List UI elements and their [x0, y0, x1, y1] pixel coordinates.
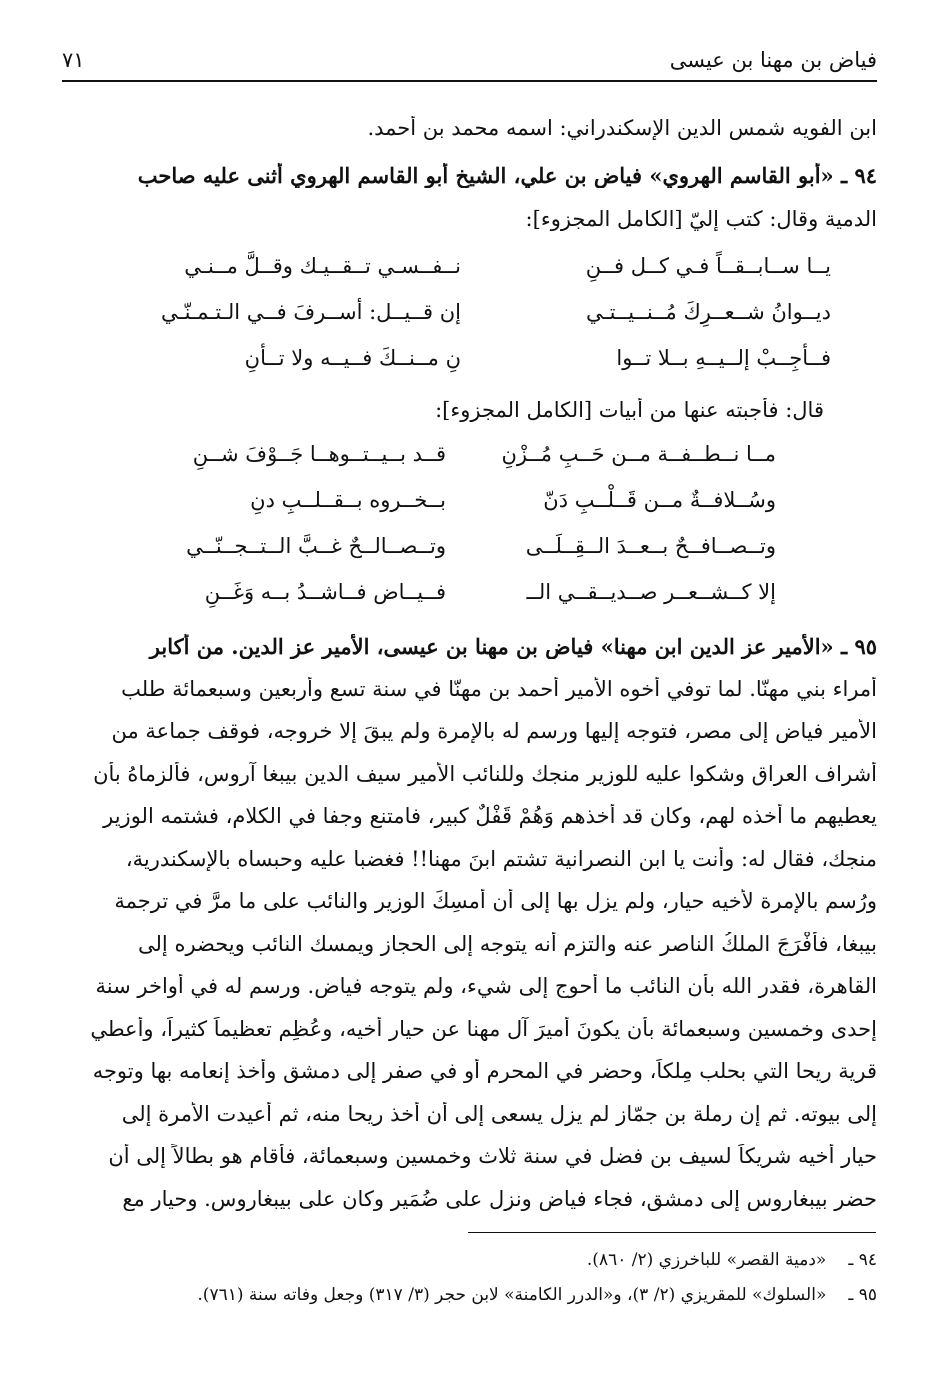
poem2-verse-2-first: وسُــلافــةٌ مــن قَــلْــبِ دَنّ	[543, 488, 776, 512]
entry-94-heading: ٩٤ ـ «أبو القاسم الهروي» فياض بن علي، الشيخ أبو القاسم الهروي أثنى عليه صاحب	[137, 163, 877, 188]
footnote-label: ٩٥ ـ	[848, 1285, 877, 1305]
poem2-verse-4-second: فــيــاض فــاشــدُ بــه وَغَــنِ	[204, 580, 446, 604]
entry-95-heading: ٩٥ ـ «الأمير عز الدين ابن مهنا» فياض بن مهنا بن عيسى، الأمير عز الدين. من أكابر	[149, 634, 877, 659]
intro-line: ابن الفويه شمس الدين الإسكندراني: اسمه محمد بن أحمد.	[367, 116, 877, 140]
poem1-verse-1-first: يــا ســابــقــاً فـي كــل فــنِ	[585, 254, 831, 278]
entry-95-line: ورُسم بالإمرة لأخيه حيار، ولم يزل بها إلى أن أُمسِكَ الوزير والنائب على ما مرَّ في ترجمة	[114, 889, 877, 913]
poem2-verse-1-second: قــد بــيــتــوهــا جَــوْفَ شــنِ	[192, 442, 446, 466]
poem2-verse-4-first: إلا كــشــعــر صــديــقــي الــ	[526, 580, 776, 604]
poem2-verse-1-first: مــا نــطــفــة مــن حَــبِ مُــزْنِ	[501, 442, 776, 466]
footnote-text: «السلوك» للمقريزي (٢/ ٣)، و«الدرر الكامنة» لابن حجر (٣/ ٣١٧) وجعل وفاته سنة (٧٦١).	[197, 1285, 827, 1305]
entry-95-line: بيبغا، فأفْرَجَ الملكُ الناصر عنه والتزم أنه يتوجه إلى الحجاز ويمسك النائب ويحضره إلى	[138, 932, 877, 956]
footnote-label: ٩٤ ـ	[848, 1250, 877, 1270]
entry-95-line: منجك، فقال له: وأنت يا ابن النصرانية تشتم ابنَ مهنا!! فغضبا عليه وحبساه بالإسكندرية،	[125, 847, 877, 871]
poem1-verse-3-second: نِ مــنــكَ فــيــه ولا تــأنِ	[244, 346, 461, 370]
entry-95-line: الأمير فياض إلى مصر، فتوجه إليها ورسم له بالإمرة ولم يبقَ إلا خروجه، فوقف جماعة من	[111, 719, 877, 743]
footnote-95	[197, 1285, 877, 1305]
footnote-text: «دمية القصر» للباخرزي (٢/ ٨٦٠).	[586, 1250, 827, 1270]
footnote-94	[587, 1250, 877, 1270]
entry-95-line: يعطيهم ما أخذه لهم، وكان قد أخذهم وَهُمْ قَفْلٌ كبير، فامتنع وجفا في الكلام، فشتمه الوزير	[103, 804, 877, 828]
poem2-verse-3-second: وتــصــالــحٌ غــبَّ الــتــجــنّــي	[186, 534, 446, 558]
entry-94-line: الدمية وقال: كتب إليّ [الكامل المجزوء]:	[525, 207, 877, 231]
page-number: ٧١	[62, 48, 85, 72]
reply-line: قال: فأجبته عنها من أبيات [الكامل المجزوء]:	[435, 398, 824, 422]
poem2-verse-3-first: وتــصــافــحٌ بــعــدَ الــقِــلَــى	[525, 534, 776, 558]
poem1-verse-3-first: فــأجِــبْ إلــيــهِ بــلا تــوا	[616, 346, 831, 370]
poem2-verse-2-second: بــخــروه بــقــلــبِ دنِ	[250, 488, 446, 512]
poem1-verse-2-second: إن قــيــل: أســرفَ فــي الـتـمـنّـي	[160, 300, 461, 324]
entry-95-line: حضر بيبغاروس إلى دمشق، فجاء فياض ونزل على ضُمَير وكان على بيبغاروس. وحيار مع	[122, 1187, 877, 1211]
entry-95-line: أمراء بني مهنّا. لما توفي أخوه الأمير أحمد بن مهنّا في سنة تسع وأربعين وسبعمائة طلب	[121, 677, 877, 701]
entry-95-line: القاهرة، فقدر الله بأن النائب ما أحوج إلى شيء، ولم يتوجه فياض. ورسم له في أواخر سنة	[95, 974, 877, 998]
entry-95-line: حيار أخيه شريكاً لسيف بن فضل في سنة ثلاث وخمسين وسبعمائة، فأقام هو بطالاً إلى أن	[108, 1144, 877, 1168]
entry-95-line: إحدى وخمسين وسبعمائة بأن يكونَ أميرَ آلِ مهنا عن حيارِ أخيه، وعُظِم تعظيماً كثيراً، وأعطي	[90, 1017, 877, 1041]
entry-95-line: أشراف العراق وشكوا عليه للوزير منجك وللنائب الأمير سيف الدين بيبغا آروس، فألزماهُ بأن	[93, 762, 877, 786]
entry-95-line: إلى بيوته. ثم إن رملة بن جمّاز لم يزل يسعى إلى أن أخذ ريحا منه، ثم أُعيدت الأمرة إلى	[121, 1102, 877, 1126]
poem1-verse-2-first: ديــوانُ شــعــرِكَ مُــنــيــتـي	[585, 300, 831, 324]
poem1-verse-1-second: نــفــسـي تــقــيـك وقــلَّ مــنـي	[184, 254, 461, 278]
header-title: فياض بن مهنا بن عيسى	[669, 48, 877, 72]
running-header	[62, 46, 877, 82]
entry-95-line: قرية ريحا التي بحلب مِلكاً، وحضر في المحرم أو في صفر إلى دمشق وأخذ إنعامه بها وتوجه	[92, 1059, 877, 1083]
footnote-separator	[468, 1232, 876, 1233]
